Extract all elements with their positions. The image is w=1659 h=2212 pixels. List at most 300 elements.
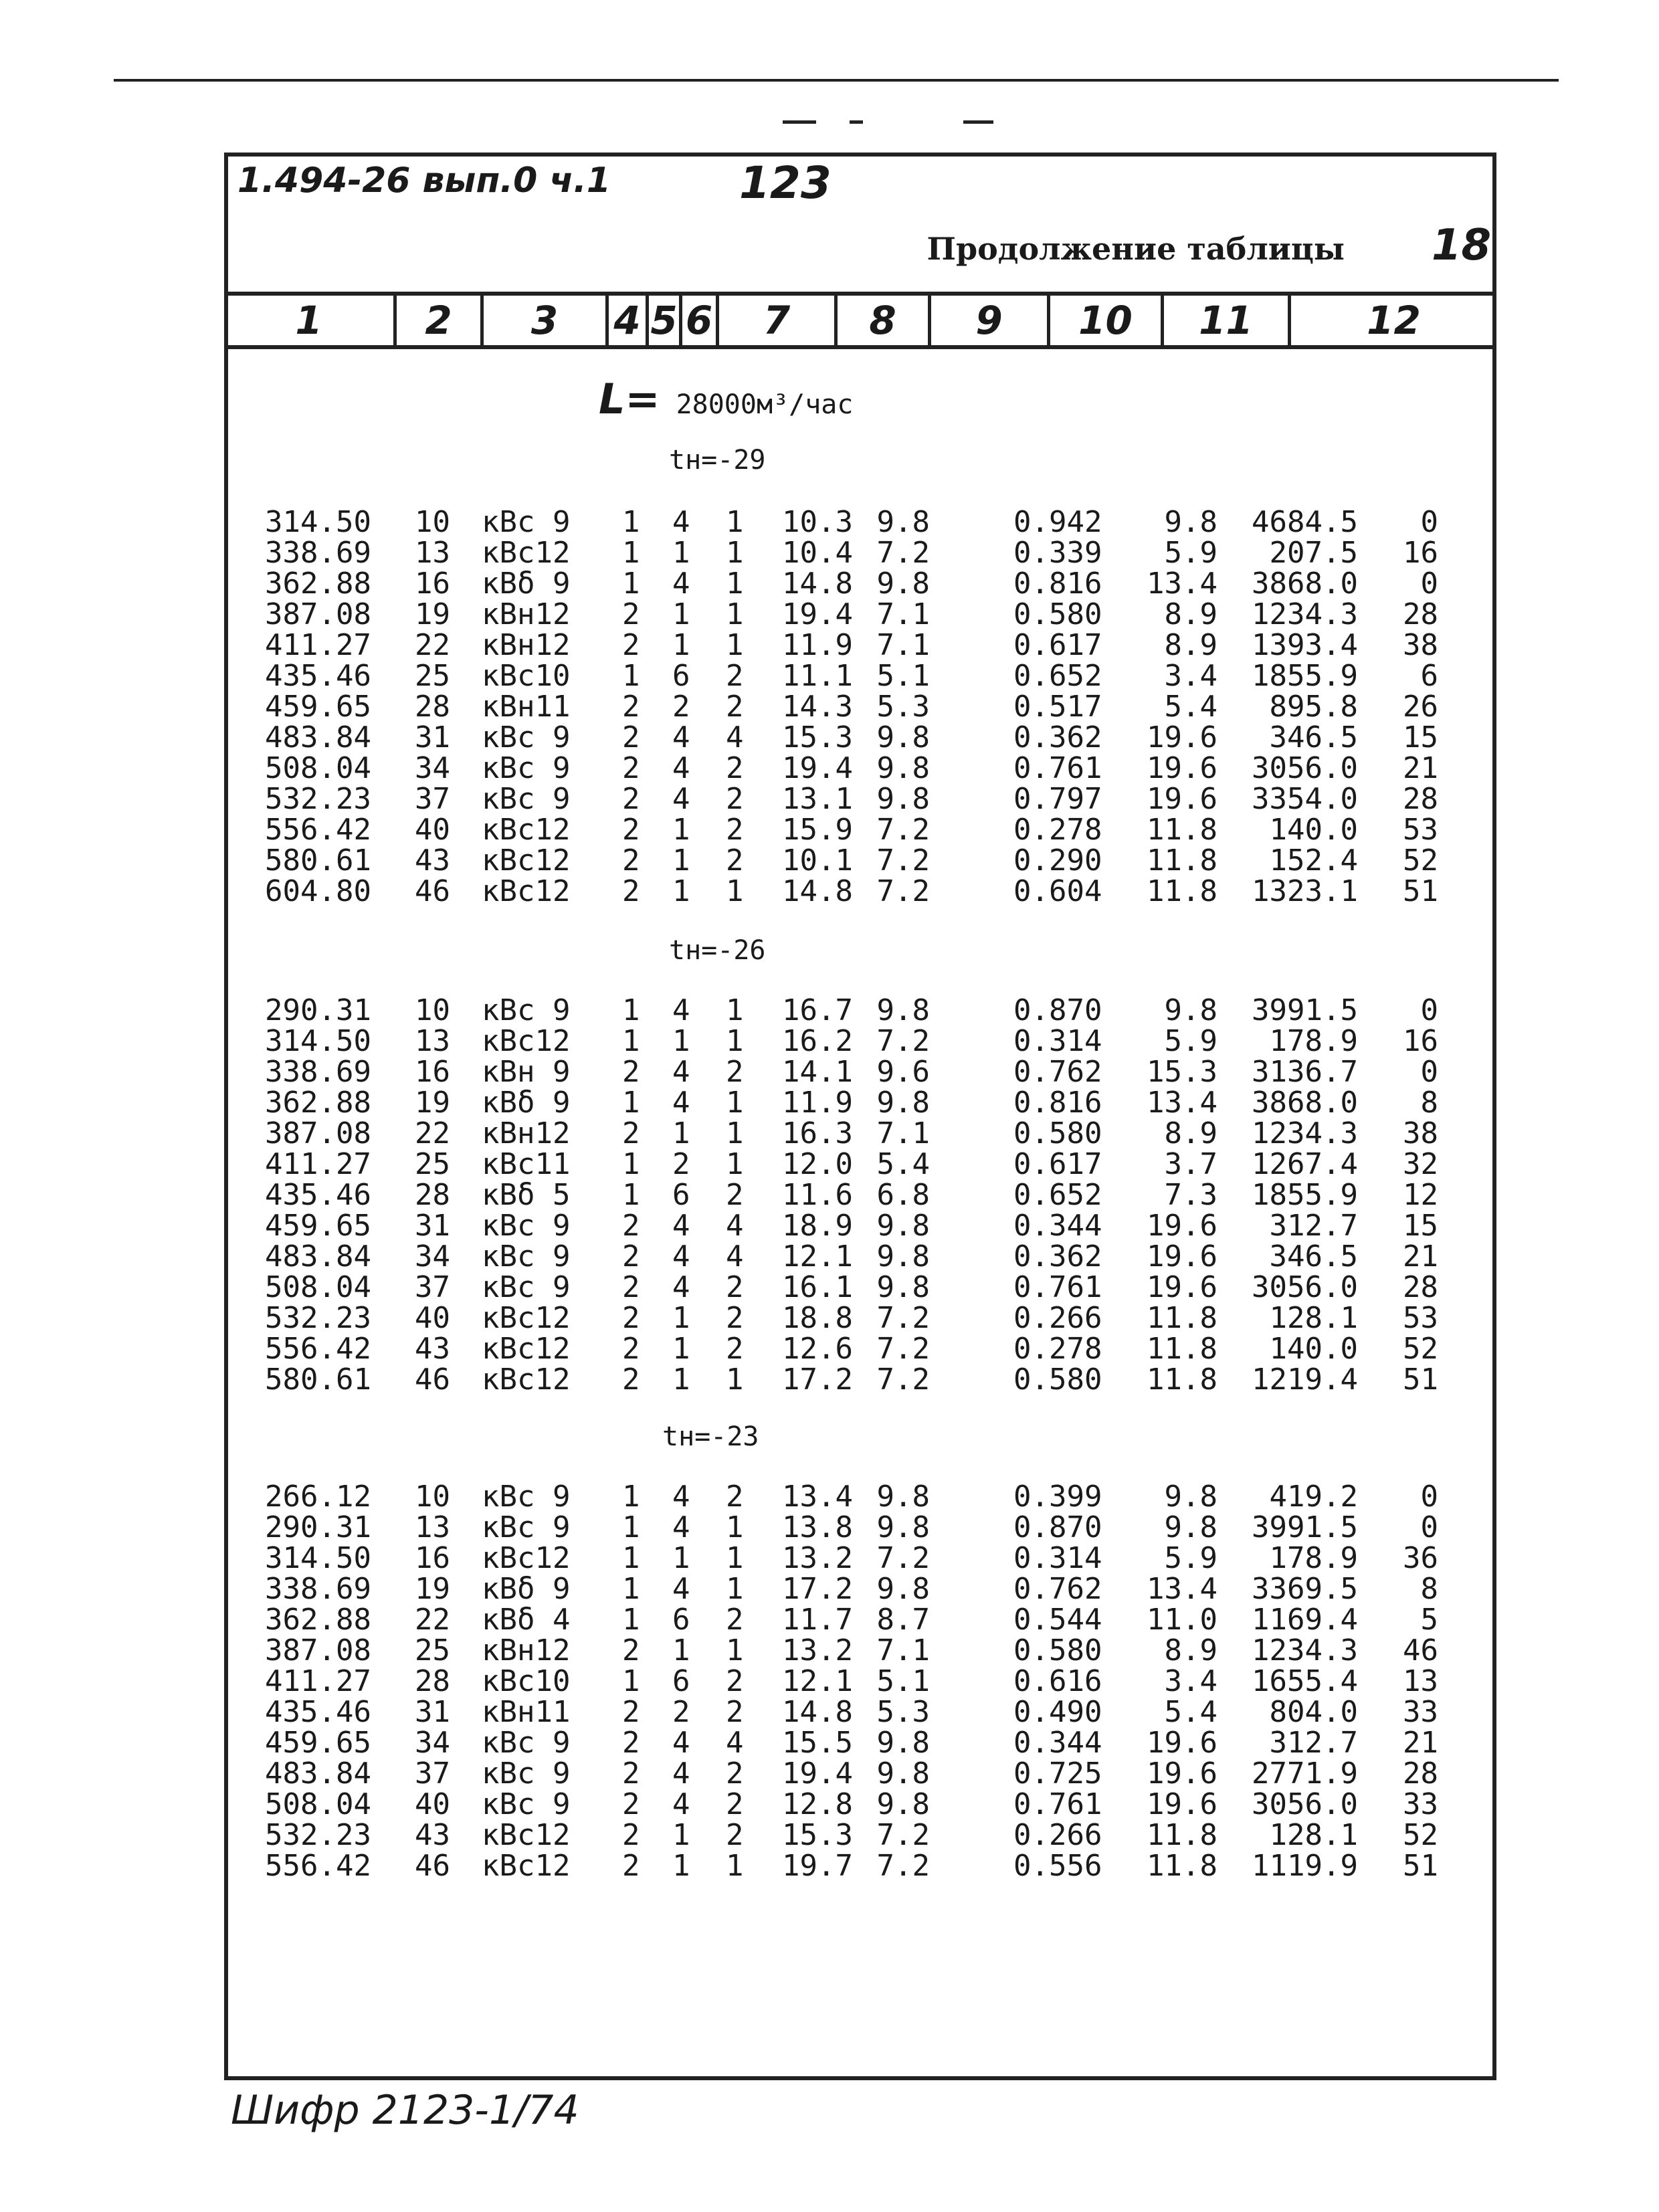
value-col8: 7.1 bbox=[876, 1116, 930, 1150]
value-col8: 7.2 bbox=[876, 1301, 930, 1335]
value-col12: 16 bbox=[1403, 1024, 1438, 1058]
value-col9: 0.339 bbox=[1013, 536, 1102, 570]
value-col6: 2 bbox=[726, 659, 744, 693]
type-col3: кВс12 bbox=[482, 536, 571, 570]
value-col7: 12.0 bbox=[782, 1147, 853, 1181]
value-col2: 25 bbox=[415, 659, 450, 693]
value-col1: 290.31 bbox=[265, 993, 371, 1027]
value-col12: 8 bbox=[1420, 1086, 1438, 1120]
value-col5: 1 bbox=[672, 1301, 690, 1335]
value-col7: 16.1 bbox=[782, 1270, 853, 1304]
table-row bbox=[0, 1820, 1659, 1851]
value-col4: 2 bbox=[622, 1116, 640, 1150]
value-col7: 15.3 bbox=[782, 1818, 853, 1852]
value-col1: 435.46 bbox=[265, 659, 371, 693]
value-col2: 37 bbox=[415, 782, 450, 816]
value-col7: 19.4 bbox=[782, 751, 853, 785]
value-col9: 0.362 bbox=[1013, 720, 1102, 755]
value-col1: 435.46 bbox=[265, 1695, 371, 1729]
value-col4: 1 bbox=[622, 1024, 640, 1058]
value-col8: 7.2 bbox=[876, 1541, 930, 1575]
value-col1: 604.80 bbox=[265, 874, 371, 908]
value-col7: 14.1 bbox=[782, 1055, 853, 1089]
value-col4: 1 bbox=[622, 1510, 640, 1544]
value-col12: 52 bbox=[1403, 1332, 1438, 1366]
table-number: 18 bbox=[1432, 221, 1492, 270]
type-col3: кВс12 bbox=[482, 813, 571, 847]
value-col7: 19.7 bbox=[782, 1849, 853, 1883]
table-row bbox=[0, 507, 1659, 538]
value-col6: 1 bbox=[726, 1633, 744, 1668]
table-row bbox=[0, 1057, 1659, 1088]
value-col11: 3354.0 bbox=[1252, 782, 1358, 816]
flow-value-text: 28000м³/час bbox=[676, 389, 854, 420]
type-col3: кВс11 bbox=[482, 1147, 571, 1181]
value-col9: 0.762 bbox=[1013, 1055, 1102, 1089]
value-col2: 46 bbox=[415, 1363, 450, 1397]
column-header-7: 7 bbox=[716, 296, 834, 345]
value-col10: 9.8 bbox=[1164, 993, 1217, 1027]
value-col6: 1 bbox=[726, 628, 744, 662]
value-col8: 9.8 bbox=[876, 1270, 930, 1304]
flow-value bbox=[599, 375, 853, 423]
value-col9: 0.314 bbox=[1013, 1024, 1102, 1058]
value-col10: 11.8 bbox=[1147, 874, 1217, 908]
value-col5: 1 bbox=[672, 1633, 690, 1668]
value-col7: 14.8 bbox=[782, 1695, 853, 1729]
value-col1: 338.69 bbox=[265, 1572, 371, 1606]
value-col10: 19.6 bbox=[1147, 1239, 1217, 1274]
value-col12: 0 bbox=[1420, 505, 1438, 539]
value-col10: 11.8 bbox=[1147, 813, 1217, 847]
value-col11: 3868.0 bbox=[1252, 1086, 1358, 1120]
table-row bbox=[0, 753, 1659, 784]
value-col4: 2 bbox=[622, 1818, 640, 1852]
value-col8: 7.1 bbox=[876, 1633, 930, 1668]
value-col9: 0.616 bbox=[1013, 1664, 1102, 1698]
value-col7: 11.9 bbox=[782, 1086, 853, 1120]
value-col2: 43 bbox=[415, 1332, 450, 1366]
value-col9: 0.816 bbox=[1013, 567, 1102, 601]
value-col8: 7.2 bbox=[876, 1849, 930, 1883]
value-col5: 1 bbox=[672, 1363, 690, 1397]
value-col4: 1 bbox=[622, 1147, 640, 1181]
value-col10: 9.8 bbox=[1164, 505, 1217, 539]
value-col12: 0 bbox=[1420, 1480, 1438, 1514]
type-col3: кВс12 bbox=[482, 1363, 571, 1397]
value-col5: 1 bbox=[672, 1332, 690, 1366]
type-col3: кВс12 bbox=[482, 1332, 571, 1366]
table-row bbox=[0, 630, 1659, 661]
value-col8: 7.2 bbox=[876, 1332, 930, 1366]
section-label: tн=-26 bbox=[669, 935, 766, 966]
column-header-5: 5 bbox=[646, 296, 679, 345]
value-col7: 13.1 bbox=[782, 782, 853, 816]
value-col10: 13.4 bbox=[1147, 1086, 1217, 1120]
table-row bbox=[0, 1697, 1659, 1728]
value-col9: 0.490 bbox=[1013, 1695, 1102, 1729]
value-col2: 13 bbox=[415, 1024, 450, 1058]
table-row bbox=[0, 1635, 1659, 1666]
value-col1: 290.31 bbox=[265, 1510, 371, 1544]
value-col7: 14.8 bbox=[782, 567, 853, 601]
value-col2: 31 bbox=[415, 720, 450, 755]
value-col8: 9.8 bbox=[876, 505, 930, 539]
value-col6: 2 bbox=[726, 1178, 744, 1212]
value-col7: 14.3 bbox=[782, 690, 853, 724]
value-col7: 12.6 bbox=[782, 1332, 853, 1366]
value-col11: 128.1 bbox=[1269, 1818, 1358, 1852]
value-col6: 2 bbox=[726, 1055, 744, 1089]
value-col11: 346.5 bbox=[1269, 1239, 1358, 1274]
table-row bbox=[0, 1605, 1659, 1635]
value-col4: 1 bbox=[622, 1603, 640, 1637]
value-col10: 13.4 bbox=[1147, 567, 1217, 601]
value-col7: 13.2 bbox=[782, 1633, 853, 1668]
value-col6: 4 bbox=[726, 1239, 744, 1274]
value-col10: 11.8 bbox=[1147, 1301, 1217, 1335]
value-col7: 13.2 bbox=[782, 1541, 853, 1575]
value-col2: 40 bbox=[415, 1787, 450, 1821]
value-col10: 19.6 bbox=[1147, 1209, 1217, 1243]
value-col4: 1 bbox=[622, 536, 640, 570]
type-col3: кВн12 bbox=[482, 628, 571, 662]
value-col11: 1855.9 bbox=[1252, 659, 1358, 693]
value-col11: 3056.0 bbox=[1252, 751, 1358, 785]
type-col3: кВн12 bbox=[482, 597, 571, 631]
value-col11: 895.8 bbox=[1269, 690, 1358, 724]
value-col8: 9.8 bbox=[876, 751, 930, 785]
value-col9: 0.652 bbox=[1013, 659, 1102, 693]
value-col5: 1 bbox=[672, 874, 690, 908]
table-row bbox=[0, 1241, 1659, 1272]
value-col10: 5.4 bbox=[1164, 1695, 1217, 1729]
type-col3: кВс 9 bbox=[482, 1480, 571, 1514]
value-col6: 1 bbox=[726, 874, 744, 908]
value-col5: 4 bbox=[672, 1239, 690, 1274]
value-col11: 1393.4 bbox=[1252, 628, 1358, 662]
table-row bbox=[0, 1211, 1659, 1241]
table-row bbox=[0, 599, 1659, 630]
value-col2: 16 bbox=[415, 1055, 450, 1089]
value-col10: 8.9 bbox=[1164, 628, 1217, 662]
value-col12: 28 bbox=[1403, 1756, 1438, 1791]
value-col11: 178.9 bbox=[1269, 1024, 1358, 1058]
value-col12: 51 bbox=[1403, 1363, 1438, 1397]
value-col10: 11.8 bbox=[1147, 1332, 1217, 1366]
value-col4: 2 bbox=[622, 751, 640, 785]
value-col11: 140.0 bbox=[1269, 813, 1358, 847]
value-col4: 1 bbox=[622, 993, 640, 1027]
value-col2: 22 bbox=[415, 1603, 450, 1637]
type-col3: кВδ 9 bbox=[482, 1572, 571, 1606]
value-col10: 8.9 bbox=[1164, 1116, 1217, 1150]
value-col12: 15 bbox=[1403, 720, 1438, 755]
value-col8: 7.2 bbox=[876, 843, 930, 878]
table-row bbox=[0, 1758, 1659, 1789]
section-label: tн=-23 bbox=[662, 1421, 759, 1452]
value-col4: 2 bbox=[622, 1849, 640, 1883]
value-col10: 13.4 bbox=[1147, 1572, 1217, 1606]
value-col9: 0.652 bbox=[1013, 1178, 1102, 1212]
value-col12: 8 bbox=[1420, 1572, 1438, 1606]
value-col9: 0.556 bbox=[1013, 1849, 1102, 1883]
value-col6: 1 bbox=[726, 1116, 744, 1150]
table-row bbox=[0, 1088, 1659, 1118]
value-col4: 1 bbox=[622, 659, 640, 693]
value-col6: 4 bbox=[726, 1726, 744, 1760]
value-col5: 4 bbox=[672, 1055, 690, 1089]
value-col12: 38 bbox=[1403, 628, 1438, 662]
value-col1: 362.88 bbox=[265, 567, 371, 601]
value-col5: 2 bbox=[672, 1695, 690, 1729]
value-col5: 4 bbox=[672, 1787, 690, 1821]
value-col1: 387.08 bbox=[265, 597, 371, 631]
value-col9: 0.362 bbox=[1013, 1239, 1102, 1274]
value-col11: 128.1 bbox=[1269, 1301, 1358, 1335]
value-col11: 140.0 bbox=[1269, 1332, 1358, 1366]
value-col7: 15.5 bbox=[782, 1726, 853, 1760]
value-col10: 11.8 bbox=[1147, 1818, 1217, 1852]
value-col6: 2 bbox=[726, 1664, 744, 1698]
value-col11: 3991.5 bbox=[1252, 1510, 1358, 1544]
value-col10: 19.6 bbox=[1147, 1787, 1217, 1821]
table-row bbox=[0, 1180, 1659, 1211]
value-col9: 0.942 bbox=[1013, 505, 1102, 539]
value-col12: 21 bbox=[1403, 751, 1438, 785]
value-col2: 13 bbox=[415, 1510, 450, 1544]
value-col1: 314.50 bbox=[265, 1024, 371, 1058]
value-col6: 1 bbox=[726, 1510, 744, 1544]
value-col12: 46 bbox=[1403, 1633, 1438, 1668]
value-col8: 9.8 bbox=[876, 720, 930, 755]
value-col7: 15.9 bbox=[782, 813, 853, 847]
type-col3: кВс10 bbox=[482, 659, 571, 693]
value-col12: 5 bbox=[1420, 1603, 1438, 1637]
type-col3: кВн11 bbox=[482, 1695, 571, 1729]
value-col1: 411.27 bbox=[265, 1147, 371, 1181]
value-col7: 19.4 bbox=[782, 597, 853, 631]
value-col10: 19.6 bbox=[1147, 1726, 1217, 1760]
value-col1: 532.23 bbox=[265, 782, 371, 816]
value-col9: 0.761 bbox=[1013, 751, 1102, 785]
value-col4: 2 bbox=[622, 1055, 640, 1089]
type-col3: кВс12 bbox=[482, 1818, 571, 1852]
value-col6: 4 bbox=[726, 1209, 744, 1243]
value-col11: 152.4 bbox=[1269, 843, 1358, 878]
value-col8: 9.8 bbox=[876, 1756, 930, 1791]
value-col6: 1 bbox=[726, 536, 744, 570]
table-row bbox=[0, 1149, 1659, 1180]
value-col9: 0.580 bbox=[1013, 1116, 1102, 1150]
value-col5: 4 bbox=[672, 1086, 690, 1120]
type-col3: кВδ 4 bbox=[482, 1603, 571, 1637]
value-col11: 4684.5 bbox=[1252, 505, 1358, 539]
value-col2: 31 bbox=[415, 1209, 450, 1243]
value-col5: 4 bbox=[672, 1572, 690, 1606]
table-row bbox=[0, 995, 1659, 1026]
table-row bbox=[0, 815, 1659, 845]
table-row bbox=[0, 1026, 1659, 1057]
value-col7: 10.4 bbox=[782, 536, 853, 570]
table-row bbox=[0, 1272, 1659, 1303]
value-col5: 4 bbox=[672, 1480, 690, 1514]
value-col5: 6 bbox=[672, 1664, 690, 1698]
type-col3: кВн12 bbox=[482, 1633, 571, 1668]
value-col1: 459.65 bbox=[265, 1726, 371, 1760]
value-col12: 36 bbox=[1403, 1541, 1438, 1575]
type-col3: кВн11 bbox=[482, 690, 571, 724]
value-col9: 0.580 bbox=[1013, 597, 1102, 631]
table-row bbox=[0, 1118, 1659, 1149]
value-col8: 7.2 bbox=[876, 874, 930, 908]
value-col11: 312.7 bbox=[1269, 1209, 1358, 1243]
value-col5: 1 bbox=[672, 1024, 690, 1058]
value-col6: 1 bbox=[726, 1147, 744, 1181]
value-col9: 0.870 bbox=[1013, 993, 1102, 1027]
table-row bbox=[0, 784, 1659, 815]
value-col11: 1267.4 bbox=[1252, 1147, 1358, 1181]
value-col5: 4 bbox=[672, 1726, 690, 1760]
value-col6: 1 bbox=[726, 1849, 744, 1883]
value-col6: 2 bbox=[726, 1603, 744, 1637]
value-col8: 9.6 bbox=[876, 1055, 930, 1089]
value-col1: 508.04 bbox=[265, 1787, 371, 1821]
value-col5: 1 bbox=[672, 1541, 690, 1575]
value-col7: 14.8 bbox=[782, 874, 853, 908]
value-col1: 532.23 bbox=[265, 1301, 371, 1335]
value-col2: 37 bbox=[415, 1270, 450, 1304]
value-col8: 7.1 bbox=[876, 628, 930, 662]
table-row bbox=[0, 661, 1659, 692]
table-row bbox=[0, 1365, 1659, 1395]
value-col2: 43 bbox=[415, 843, 450, 878]
value-col10: 19.6 bbox=[1147, 720, 1217, 755]
value-col2: 22 bbox=[415, 1116, 450, 1150]
value-col5: 1 bbox=[672, 536, 690, 570]
value-col11: 346.5 bbox=[1269, 720, 1358, 755]
value-col11: 1855.9 bbox=[1252, 1178, 1358, 1212]
value-col2: 25 bbox=[415, 1147, 450, 1181]
value-col6: 1 bbox=[726, 1086, 744, 1120]
value-col2: 25 bbox=[415, 1633, 450, 1668]
type-col3: кВс12 bbox=[482, 1024, 571, 1058]
value-col7: 11.1 bbox=[782, 659, 853, 693]
value-col7: 11.9 bbox=[782, 628, 853, 662]
value-col11: 419.2 bbox=[1269, 1480, 1358, 1514]
value-col5: 6 bbox=[672, 1603, 690, 1637]
value-col9: 0.544 bbox=[1013, 1603, 1102, 1637]
value-col2: 10 bbox=[415, 1480, 450, 1514]
value-col2: 40 bbox=[415, 1301, 450, 1335]
value-col6: 2 bbox=[726, 813, 744, 847]
type-col3: кВс 9 bbox=[482, 1756, 571, 1791]
value-col6: 4 bbox=[726, 720, 744, 755]
value-col5: 4 bbox=[672, 782, 690, 816]
table-row bbox=[0, 722, 1659, 753]
value-col7: 19.4 bbox=[782, 1756, 853, 1791]
value-col10: 8.9 bbox=[1164, 1633, 1217, 1668]
value-col11: 3056.0 bbox=[1252, 1787, 1358, 1821]
flow-symbol: L= bbox=[599, 375, 660, 423]
value-col5: 1 bbox=[672, 813, 690, 847]
value-col10: 9.8 bbox=[1164, 1510, 1217, 1544]
value-col2: 28 bbox=[415, 690, 450, 724]
value-col2: 10 bbox=[415, 993, 450, 1027]
value-col12: 16 bbox=[1403, 536, 1438, 570]
value-col5: 4 bbox=[672, 720, 690, 755]
value-col1: 338.69 bbox=[265, 1055, 371, 1089]
value-col8: 9.8 bbox=[876, 1239, 930, 1274]
value-col9: 0.725 bbox=[1013, 1756, 1102, 1791]
value-col2: 37 bbox=[415, 1756, 450, 1791]
type-col3: кВн12 bbox=[482, 1116, 571, 1150]
value-col6: 2 bbox=[726, 1270, 744, 1304]
value-col9: 0.266 bbox=[1013, 1301, 1102, 1335]
value-col6: 1 bbox=[726, 597, 744, 631]
value-col12: 38 bbox=[1403, 1116, 1438, 1150]
value-col4: 2 bbox=[622, 1301, 640, 1335]
value-col12: 28 bbox=[1403, 1270, 1438, 1304]
value-col10: 3.4 bbox=[1164, 1664, 1217, 1698]
value-col1: 387.08 bbox=[265, 1116, 371, 1150]
doc-code: 1.494-26 вып.0 ч.1 bbox=[237, 161, 611, 201]
column-header-8: 8 bbox=[834, 296, 928, 345]
column-header-2: 2 bbox=[393, 296, 480, 345]
value-col5: 4 bbox=[672, 505, 690, 539]
value-col6: 1 bbox=[726, 1024, 744, 1058]
value-col1: 580.61 bbox=[265, 1363, 371, 1397]
value-col12: 21 bbox=[1403, 1726, 1438, 1760]
table-row bbox=[0, 692, 1659, 722]
value-col11: 1119.9 bbox=[1252, 1849, 1358, 1883]
value-col9: 0.761 bbox=[1013, 1787, 1102, 1821]
value-col5: 1 bbox=[672, 1849, 690, 1883]
value-col7: 17.2 bbox=[782, 1363, 853, 1397]
value-col10: 5.9 bbox=[1164, 1024, 1217, 1058]
value-col12: 28 bbox=[1403, 597, 1438, 631]
value-col9: 0.604 bbox=[1013, 874, 1102, 908]
value-col8: 5.4 bbox=[876, 1147, 930, 1181]
value-col8: 7.2 bbox=[876, 813, 930, 847]
value-col9: 0.344 bbox=[1013, 1209, 1102, 1243]
value-col10: 5.9 bbox=[1164, 1541, 1217, 1575]
value-col11: 3369.5 bbox=[1252, 1572, 1358, 1606]
value-col8: 6.8 bbox=[876, 1178, 930, 1212]
value-col11: 1323.1 bbox=[1252, 874, 1358, 908]
type-col3: кВс 9 bbox=[482, 1239, 571, 1274]
value-col12: 0 bbox=[1420, 567, 1438, 601]
value-col2: 19 bbox=[415, 1572, 450, 1606]
value-col11: 2771.9 bbox=[1252, 1756, 1358, 1791]
table-row bbox=[0, 538, 1659, 569]
value-col12: 51 bbox=[1403, 874, 1438, 908]
value-col8: 7.2 bbox=[876, 1818, 930, 1852]
value-col5: 1 bbox=[672, 843, 690, 878]
value-col11: 804.0 bbox=[1269, 1695, 1358, 1729]
type-col3: кВс12 bbox=[482, 874, 571, 908]
value-col12: 15 bbox=[1403, 1209, 1438, 1243]
type-col3: кВδ 9 bbox=[482, 567, 571, 601]
table-row bbox=[0, 1851, 1659, 1882]
value-col7: 13.4 bbox=[782, 1480, 853, 1514]
value-col9: 0.266 bbox=[1013, 1818, 1102, 1852]
value-col1: 362.88 bbox=[265, 1086, 371, 1120]
value-col6: 1 bbox=[726, 993, 744, 1027]
value-col1: 508.04 bbox=[265, 751, 371, 785]
table-row bbox=[0, 876, 1659, 907]
value-col4: 2 bbox=[622, 597, 640, 631]
